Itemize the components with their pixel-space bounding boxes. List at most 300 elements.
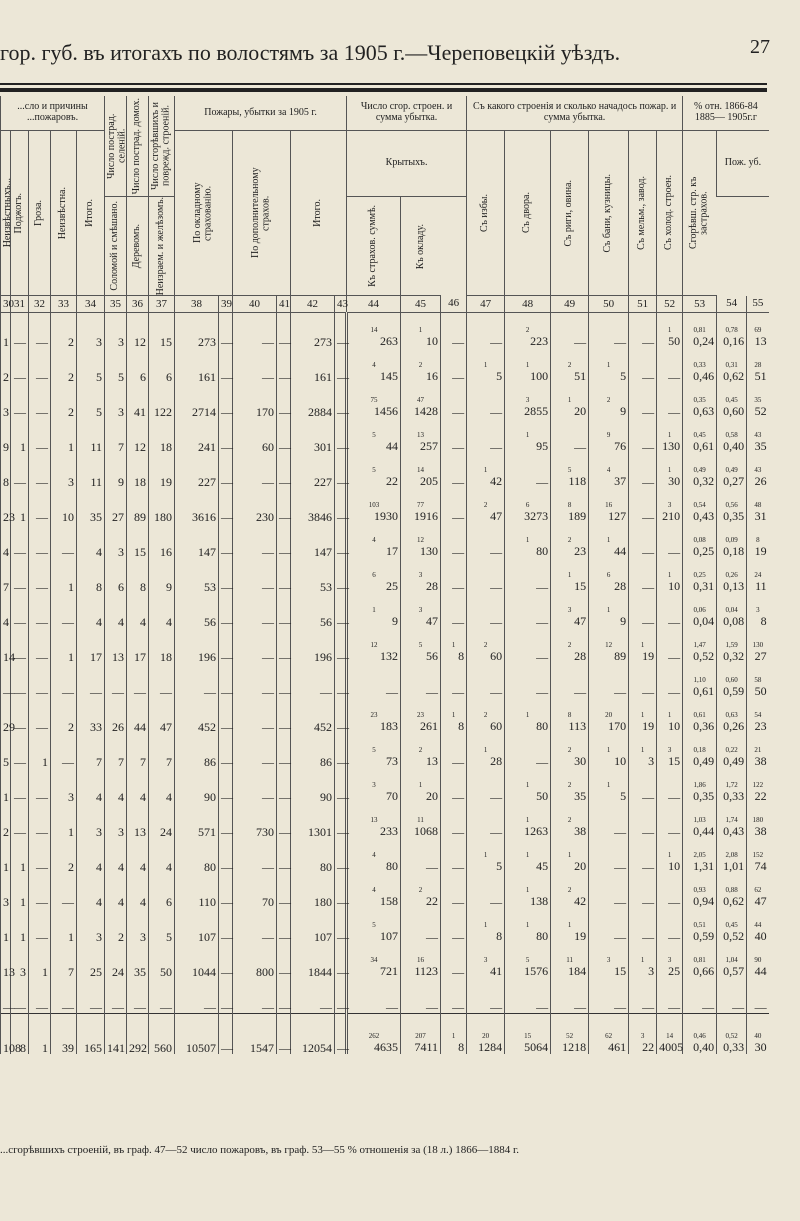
- group-causes: ...сло и причины ...пожаровъ.: [1, 96, 105, 130]
- count-value: 152: [752, 851, 764, 860]
- column-number: 31: [11, 296, 29, 313]
- table-cell: 86: [291, 733, 335, 768]
- table-cell: —: [467, 593, 505, 628]
- table-cell: —: [219, 873, 233, 908]
- table-cell: 12: [127, 418, 149, 453]
- table-cell: —: [629, 978, 657, 1014]
- table-cell: [589, 523, 629, 558]
- table-cell: —: [335, 628, 347, 663]
- table-cell: 4: [127, 838, 149, 873]
- table-cell: —: [335, 943, 347, 978]
- total-cell: [589, 1014, 629, 1055]
- col-label-51: Съ мельм., завод.: [629, 130, 657, 296]
- table-cell: 241: [175, 418, 219, 453]
- table-cell: [505, 873, 551, 908]
- table-cell: 4: [77, 768, 105, 803]
- amount-value: 0,40: [723, 439, 745, 454]
- col-label-31: Поджогъ.: [11, 130, 29, 296]
- table-cell: [717, 803, 747, 838]
- table-cell: [629, 943, 657, 978]
- column-number: 47: [467, 296, 505, 313]
- amount-value: 0,63: [693, 404, 715, 419]
- table-cell: 18: [127, 453, 149, 488]
- table-cell: —: [219, 628, 233, 663]
- amount-value: 3: [648, 964, 655, 979]
- table-cell: [401, 383, 441, 418]
- table-cell: 9: [105, 453, 127, 488]
- count-value: 3: [640, 1032, 645, 1041]
- amount-value: 0,57: [723, 964, 745, 979]
- table-cell: 24: [149, 803, 175, 838]
- total-row: [1, 1014, 769, 1055]
- table-cell: [505, 383, 551, 418]
- table-cell: —: [11, 803, 29, 838]
- table-cell: 3: [105, 313, 127, 349]
- table-cell: —: [467, 523, 505, 558]
- amount-value: 9: [392, 614, 399, 629]
- column-number: 43: [335, 296, 347, 313]
- table-cell: —: [233, 593, 277, 628]
- table-cell: [747, 593, 769, 628]
- table-cell: 60: [233, 418, 277, 453]
- table-cell: 1: [11, 873, 29, 908]
- header-rule-thin: [0, 83, 767, 85]
- table-cell: 86: [175, 733, 219, 768]
- table-cell: 147: [291, 523, 335, 558]
- table-cell: [401, 803, 441, 838]
- table-cell: 53: [175, 558, 219, 593]
- count-value: 20: [482, 1032, 490, 1041]
- table-cell: —: [505, 593, 551, 628]
- table-cell: —: [29, 838, 51, 873]
- count-value: 1: [640, 641, 645, 650]
- table-cell: 7: [105, 733, 127, 768]
- table-cell: 107: [291, 908, 335, 943]
- table-cell: —: [11, 628, 29, 663]
- amount-value: 28: [614, 579, 627, 594]
- amount-value: 20: [574, 859, 587, 874]
- table-cell: —: [219, 348, 233, 383]
- col-label-35: Число пострад. селеній.: [105, 96, 127, 197]
- amount-value: 0,04: [693, 614, 715, 629]
- table-cell: —: [291, 663, 335, 698]
- table-cell: —: [219, 768, 233, 803]
- count-value: 1: [483, 851, 488, 860]
- count-value: 0,22: [725, 746, 738, 755]
- count-value: 1: [567, 571, 572, 580]
- table-cell: —: [335, 523, 347, 558]
- table-cell: 1: [51, 418, 77, 453]
- column-number: 40: [233, 296, 277, 313]
- table-cell: [717, 453, 747, 488]
- table-cell: —: [505, 558, 551, 593]
- amount-value: 0,25: [693, 544, 715, 559]
- table-cell: —: [233, 558, 277, 593]
- amount-value: 23: [754, 719, 767, 734]
- col-label-55: Къ окладу.: [401, 197, 441, 296]
- table-cell: 4: [77, 873, 105, 908]
- amount-value: 0,62: [723, 894, 745, 909]
- amount-value: 5: [496, 369, 503, 384]
- table-cell: [657, 418, 683, 453]
- table-cell: 1301: [291, 803, 335, 838]
- count-value: 13: [370, 816, 378, 825]
- table-cell: [747, 873, 769, 908]
- table-cell: —: [551, 663, 589, 698]
- table-cell: 8: [1, 453, 11, 488]
- amount-value: 15: [614, 964, 627, 979]
- count-value: 43: [754, 431, 762, 440]
- table-cell: —: [233, 523, 277, 558]
- count-value: 8: [756, 536, 760, 545]
- count-value: 1: [525, 781, 530, 790]
- table-cell: —: [467, 558, 505, 593]
- amount-value: 5: [620, 789, 627, 804]
- count-value: 35: [754, 396, 762, 405]
- table-cell: —: [219, 908, 233, 943]
- count-value: 130: [752, 641, 764, 650]
- count-value: 4: [606, 466, 611, 475]
- amount-value: 30: [668, 474, 681, 489]
- amount-value: 138: [530, 894, 549, 909]
- table-cell: [589, 698, 629, 733]
- table-cell: [589, 733, 629, 768]
- table-cell: —: [175, 663, 219, 698]
- amount-value: 233: [380, 824, 399, 839]
- table-cell: 1044: [175, 943, 219, 978]
- table-cell: —: [277, 453, 291, 488]
- column-number: 36: [127, 296, 149, 313]
- count-value: 0,35: [693, 396, 706, 405]
- table-cell: —: [657, 663, 683, 698]
- count-value: 0,06: [693, 606, 706, 615]
- amount-value: 261: [420, 719, 439, 734]
- table-cell: [657, 943, 683, 978]
- table-cell: 80: [175, 838, 219, 873]
- table-cell: —: [219, 803, 233, 838]
- table-cell: —: [629, 663, 657, 698]
- amount-value: 0,33: [723, 789, 745, 804]
- count-value: 2: [418, 746, 423, 755]
- amount-value: 50: [536, 789, 549, 804]
- count-value: 1: [525, 536, 530, 545]
- amount-value: 50: [668, 334, 681, 349]
- table-cell: [683, 383, 717, 418]
- amount-value: 113: [568, 719, 587, 734]
- table-cell: 5: [105, 348, 127, 383]
- count-value: 103: [368, 501, 380, 510]
- table-cell: —: [233, 733, 277, 768]
- total-cell: [347, 1014, 401, 1055]
- count-value: 1: [525, 816, 530, 825]
- count-value: 0,52: [725, 1032, 738, 1041]
- amount-value: 73: [386, 754, 399, 769]
- table-cell: —: [629, 593, 657, 628]
- table-cell: —: [29, 558, 51, 593]
- table-cell: —: [629, 523, 657, 558]
- count-value: 2: [567, 886, 572, 895]
- page-header: [0, 36, 770, 66]
- amount-value: 15: [574, 579, 587, 594]
- table-cell: [467, 908, 505, 943]
- table-cell: —: [335, 978, 347, 1014]
- table-cell: [347, 558, 401, 593]
- table-cell: —: [335, 593, 347, 628]
- table-cell: [505, 348, 551, 383]
- table-cell: —: [589, 873, 629, 908]
- table-cell: 70: [233, 873, 277, 908]
- count-value: 13: [417, 431, 425, 440]
- table-cell: —: [233, 628, 277, 663]
- table-cell: [629, 628, 657, 663]
- count-value: 2: [567, 536, 572, 545]
- table-cell: 3: [77, 908, 105, 943]
- table-cell: —: [277, 698, 291, 733]
- table-cell: —: [551, 418, 589, 453]
- table-cell: —: [467, 663, 505, 698]
- table-cell: [551, 873, 589, 908]
- table-cell: —: [29, 453, 51, 488]
- table-cell: 2: [51, 348, 77, 383]
- count-value: 20: [605, 711, 613, 720]
- table-cell: —: [657, 803, 683, 838]
- table-cell: —: [277, 943, 291, 978]
- column-number: 32: [29, 296, 51, 313]
- amount-value: 47: [574, 614, 587, 629]
- table-cell: [589, 348, 629, 383]
- amount-value: 11: [755, 579, 767, 594]
- column-number: 54: [717, 296, 747, 313]
- table-cell: [657, 838, 683, 873]
- table-cell: 1: [11, 418, 29, 453]
- table-cell: —: [77, 978, 105, 1014]
- table-cell: 56: [291, 593, 335, 628]
- count-value: 1: [640, 746, 645, 755]
- table-cell: 1: [51, 628, 77, 663]
- column-number: 37: [149, 296, 175, 313]
- amount-value: 17: [386, 544, 399, 559]
- table-cell: [747, 418, 769, 453]
- table-cell: —: [219, 558, 233, 593]
- table-cell: 4: [149, 768, 175, 803]
- table-cell: —: [11, 523, 29, 558]
- table-cell: 4: [77, 838, 105, 873]
- table-cell: [747, 628, 769, 663]
- count-value: 28: [754, 361, 762, 370]
- table-cell: [347, 348, 401, 383]
- amount-value: 28: [490, 754, 503, 769]
- amount-value: 28: [426, 579, 439, 594]
- table-cell: [551, 523, 589, 558]
- table-cell: 1844: [291, 943, 335, 978]
- table-cell: 6: [127, 348, 149, 383]
- column-number-row: [1, 296, 769, 313]
- table-cell: 800: [233, 943, 277, 978]
- table-cell: —: [51, 593, 77, 628]
- count-value: 1: [667, 431, 672, 440]
- table-cell: 5: [77, 383, 105, 418]
- table-cell: 4: [105, 593, 127, 628]
- table-cell: —: [717, 978, 747, 1014]
- count-value: 1: [667, 711, 672, 720]
- group-damage: Пожары, убытки за 1905 г.: [175, 96, 347, 130]
- column-number: 42: [291, 296, 335, 313]
- table-cell: 1: [11, 838, 29, 873]
- table-cell: 3: [1, 383, 11, 418]
- table-cell: 90: [291, 768, 335, 803]
- count-value: 3: [667, 501, 672, 510]
- amount-value: 52: [754, 404, 767, 419]
- table-row: [1, 943, 769, 978]
- table-cell: —: [277, 348, 291, 383]
- amount-value: 38: [754, 754, 767, 769]
- amount-value: 16: [426, 369, 439, 384]
- table-cell: [683, 873, 717, 908]
- amount-value: 5064: [524, 1040, 549, 1055]
- amount-value: 183: [380, 719, 399, 734]
- count-value: 1: [525, 431, 530, 440]
- table-cell: —: [175, 978, 219, 1014]
- col-label-44: Соломой и смѣшано.: [105, 197, 127, 296]
- amount-value: 22: [386, 474, 399, 489]
- amount-value: 70: [386, 789, 399, 804]
- table-cell: —: [629, 383, 657, 418]
- table-cell: —: [335, 908, 347, 943]
- table-cell: 3846: [291, 488, 335, 523]
- table-cell: 4: [127, 593, 149, 628]
- count-value: 3: [418, 606, 423, 615]
- table-cell: —: [29, 908, 51, 943]
- count-value: 90: [754, 956, 762, 965]
- amount-value: 0,46: [693, 369, 715, 384]
- table-cell: [551, 733, 589, 768]
- table-cell: 2884: [291, 383, 335, 418]
- table-cell: 27: [105, 488, 127, 523]
- table-cell: —: [441, 768, 467, 803]
- table-cell: [683, 698, 717, 733]
- table-cell: [717, 313, 747, 349]
- amount-value: 80: [536, 544, 549, 559]
- amount-value: 210: [662, 509, 681, 524]
- table-cell: 9: [149, 558, 175, 593]
- table-cell: [747, 663, 769, 698]
- count-value: 1: [567, 396, 572, 405]
- column-number: 34: [77, 296, 105, 313]
- table-cell: —: [277, 383, 291, 418]
- table-cell: —: [441, 453, 467, 488]
- table-cell: [347, 418, 401, 453]
- table-cell: —: [657, 768, 683, 803]
- table-cell: 35: [127, 943, 149, 978]
- table-cell: —: [335, 348, 347, 383]
- table-cell: [747, 733, 769, 768]
- table-cell: —: [1, 663, 11, 698]
- count-value: 6: [606, 571, 611, 580]
- count-value: 1: [640, 956, 645, 965]
- table-cell: [347, 768, 401, 803]
- table-cell: —: [219, 698, 233, 733]
- table-row: [1, 698, 769, 733]
- amount-value: 10: [668, 579, 681, 594]
- group-origin: Съ какого строенія и сколько начадось пожар. и сумма убытка.: [467, 96, 683, 130]
- table-cell: [589, 628, 629, 663]
- table-cell: [717, 558, 747, 593]
- amount-value: 1576: [524, 964, 549, 979]
- count-value: 3: [567, 606, 572, 615]
- total-cell: [401, 1014, 441, 1055]
- table-cell: 1: [51, 908, 77, 943]
- table-cell: —: [589, 803, 629, 838]
- count-value: 0,49: [693, 466, 706, 475]
- amount-value: 721: [380, 964, 399, 979]
- table-cell: —: [747, 978, 769, 1014]
- count-value: 4: [372, 361, 376, 370]
- count-value: 5: [372, 466, 376, 475]
- table-cell: —: [441, 383, 467, 418]
- table-cell: —: [233, 663, 277, 698]
- table-cell: —: [277, 313, 291, 349]
- count-value: 9: [606, 431, 611, 440]
- table-cell: —: [277, 523, 291, 558]
- amount-value: 3273: [524, 509, 549, 524]
- table-cell: [467, 488, 505, 523]
- amount-value: 0,94: [693, 894, 715, 909]
- header-rule-thick: [0, 88, 767, 92]
- col-label-53: Сгорѣвш. стр. къ застрахов.: [683, 130, 717, 296]
- table-cell: —: [219, 313, 233, 349]
- amount-value: 60: [490, 649, 503, 664]
- table-cell: —: [629, 908, 657, 943]
- amount-value: 47: [754, 894, 767, 909]
- count-value: 69: [754, 326, 762, 335]
- table-cell: —: [51, 978, 77, 1014]
- table-row: [1, 978, 769, 1014]
- table-cell: —: [657, 523, 683, 558]
- table-cell: 4: [127, 873, 149, 908]
- column-number: 50: [589, 296, 629, 313]
- count-value: 2: [567, 781, 572, 790]
- total-cell: 165: [77, 1014, 105, 1055]
- amount-value: 30: [574, 754, 587, 769]
- table-cell: 7: [149, 733, 175, 768]
- table-cell: —: [233, 698, 277, 733]
- table-cell: [589, 768, 629, 803]
- table-cell: 35: [77, 488, 105, 523]
- table-cell: 4: [149, 593, 175, 628]
- statistics-table: [0, 96, 769, 1054]
- amount-value: 0,13: [723, 579, 745, 594]
- amount-value: 20: [574, 404, 587, 419]
- table-cell: 1: [1, 768, 11, 803]
- amount-value: 184: [568, 964, 587, 979]
- table-cell: 3: [77, 313, 105, 349]
- count-value: 3: [418, 571, 423, 580]
- count-value: 4: [372, 886, 376, 895]
- amount-value: 1218: [562, 1040, 587, 1055]
- amount-value: 0,18: [723, 544, 745, 559]
- amount-value: 44: [386, 439, 399, 454]
- table-cell: [747, 348, 769, 383]
- table-cell: —: [441, 838, 467, 873]
- table-cell: —: [441, 978, 467, 1014]
- col-label-37: Число сгорѣвшихъ и поврежд. строеній.: [149, 96, 175, 197]
- count-value: 3: [756, 606, 760, 615]
- column-number: 52: [657, 296, 683, 313]
- count-value: 0,61: [693, 711, 706, 720]
- table-cell: —: [277, 418, 291, 453]
- amount-value: 1,31: [693, 859, 715, 874]
- amount-value: 107: [380, 929, 399, 944]
